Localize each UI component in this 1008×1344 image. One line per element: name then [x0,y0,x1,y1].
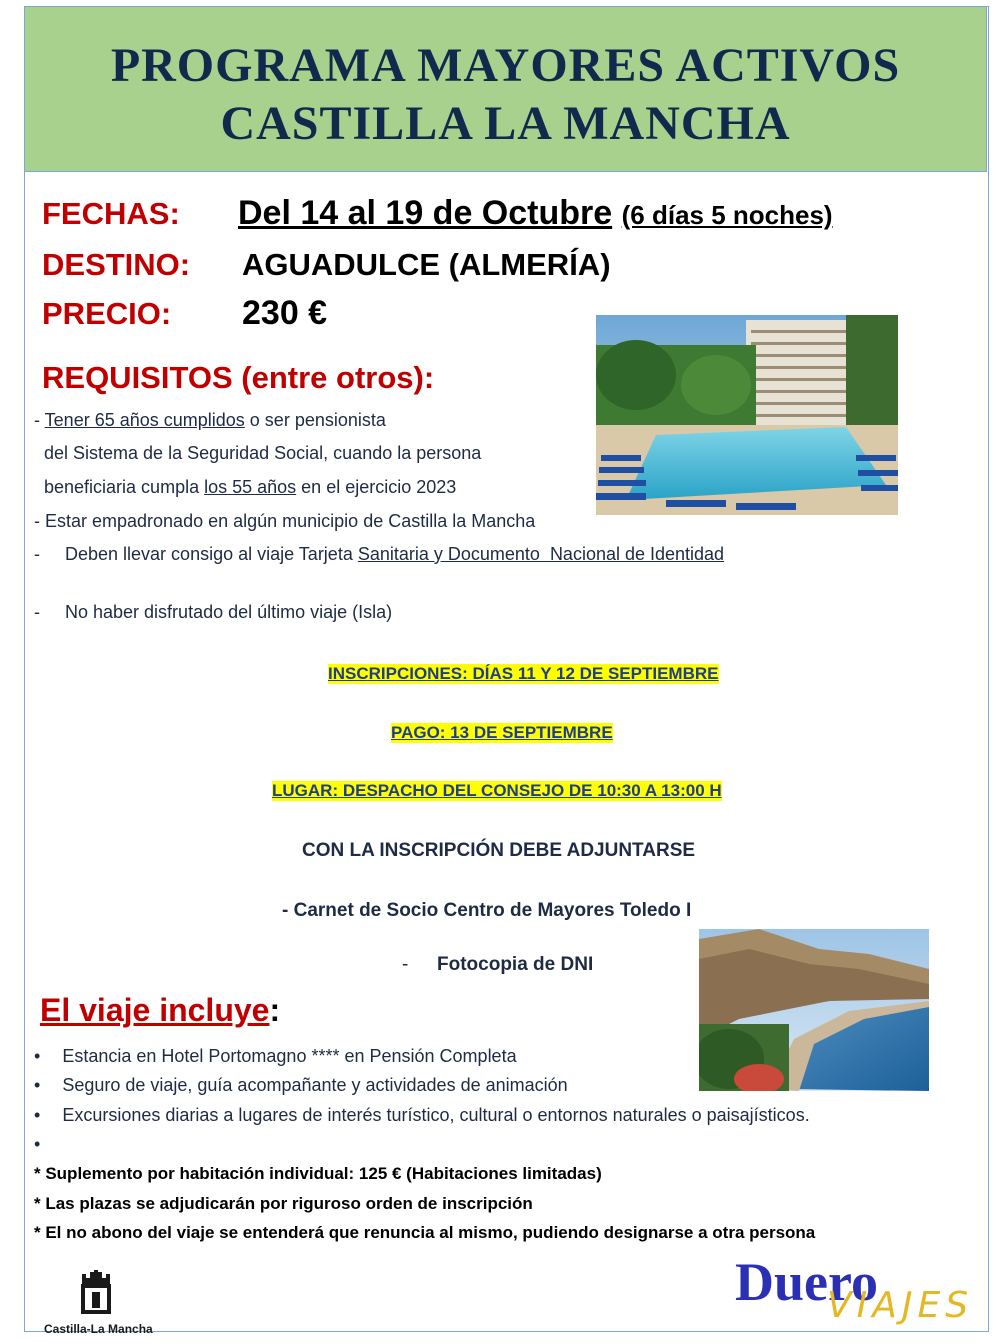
bullet-icon: • [34,1134,41,1154]
requisito-4: - Estar empadronado en algún municipio de Castilla la Mancha [34,511,536,531]
requisito-3 [44,477,456,498]
incluye-item-1 [34,1046,517,1067]
fechas-value [238,194,833,233]
lugar-info: LUGAR: DESPACHO DEL CONSEJO DE 10:30 A 13:00 H [272,781,722,800]
castle-crest-icon [76,1270,116,1320]
destino-label: DESTINO: [42,247,191,282]
precio-label: PRECIO: [42,296,172,331]
hotel-pool-photo [596,315,898,515]
requisitos-heading [42,360,434,396]
dni-dash: - [402,954,409,975]
nota-plazas: * Las plazas se adjudicarán por riguroso orden de inscripción [34,1194,533,1213]
requisito-1-link: Tener 65 años cumplidos [44,410,245,430]
requisito-5-link: Sanitaria y Documento Nacional de Identidad [357,544,725,564]
coast-photo [699,929,929,1091]
fechas-duration: (6 días 5 noches) [621,200,833,230]
requisito-1 [34,410,386,431]
requisito-5-a: - Deben llevar consigo al viaje Tarjeta [34,544,358,564]
incluye-colon: : [269,992,281,1028]
precio-value: 230 € [242,294,328,332]
fechas-label: FECHAS: [42,196,180,231]
duero-text: Duero [735,1252,878,1312]
incluye-item-2-text: Seguro de viaje, guía acompañante y actividades de animación [62,1075,568,1095]
adjuntar-heading: CON LA INSCRIPCIÓN DEBE ADJUNTARSE [302,840,696,861]
incluye-item-3 [34,1105,810,1126]
incluye-heading [40,992,280,1029]
requisito-3-b: en el ejercicio 2023 [296,477,457,497]
hotel-pool-image [596,315,898,515]
clm-logo-text: Castilla-La Mancha [44,1322,153,1336]
nota-abono: * El no abono del viaje se entenderá que renuncia al mismo, pudiendo designarse a otra persona [34,1223,816,1242]
incluye-item-1-text: Estancia en Hotel Portomagno **** en Pensión Completa [62,1046,517,1066]
dni-requirement: Fotocopia de DNI [437,954,594,975]
title-line-1: PROGRAMA MAYORES ACTIVOS [110,39,901,92]
castilla-la-mancha-logo [44,1270,153,1340]
pago-date: PAGO: 13 DE SEPTIEMBRE [391,723,613,742]
incluye-title: El viaje incluye [40,992,270,1028]
requisito-2: del Sistema de la Seguridad Social, cuando la persona [44,443,482,463]
requisitos-title: REQUISITOS [42,360,233,395]
bullet-icon: • [34,1046,41,1066]
requisito-1-dash: - [34,410,45,430]
requisito-5 [34,544,724,565]
bullet-icon: • [34,1075,41,1095]
incluye-item-4 [34,1134,62,1155]
nota-suplemento: * Suplemento por habitación individual: 125 € (Habitaciones limitadas) [34,1164,602,1183]
requisito-3-link: los 55 años [204,477,297,497]
incluye-item-3-text: Excursiones diarias a lugares de interés turístico, cultural o entornos naturales o paisajísticos. [62,1105,810,1125]
destino-value: AGUADULCE (ALMERÍA) [242,247,611,282]
bullet-icon: • [34,1105,41,1125]
title-banner [24,6,987,172]
viajes-text: VIAJES [827,1285,974,1326]
inscripciones-dates: INSCRIPCIONES: DÍAS 11 Y 12 DE SEPTIEMBRE [328,664,719,683]
duero-viajes-logo [735,1252,975,1332]
incluye-item-2 [34,1075,568,1096]
requisitos-subtitle: (entre otros): [241,360,435,395]
carnet-requirement: - Carnet de Socio Centro de Mayores Toledo I [282,900,692,921]
fechas-dates: Del 14 al 19 de Octubre [238,194,613,232]
requisito-1-rest: o ser pensionista [244,410,386,430]
title-line-2: CASTILLA LA MANCHA [220,97,791,150]
coast-image [699,929,929,1091]
requisito-3-a: beneficiaria cumpla [44,477,205,497]
requisito-6: - No haber disfrutado del último viaje (Isla) [34,602,393,622]
